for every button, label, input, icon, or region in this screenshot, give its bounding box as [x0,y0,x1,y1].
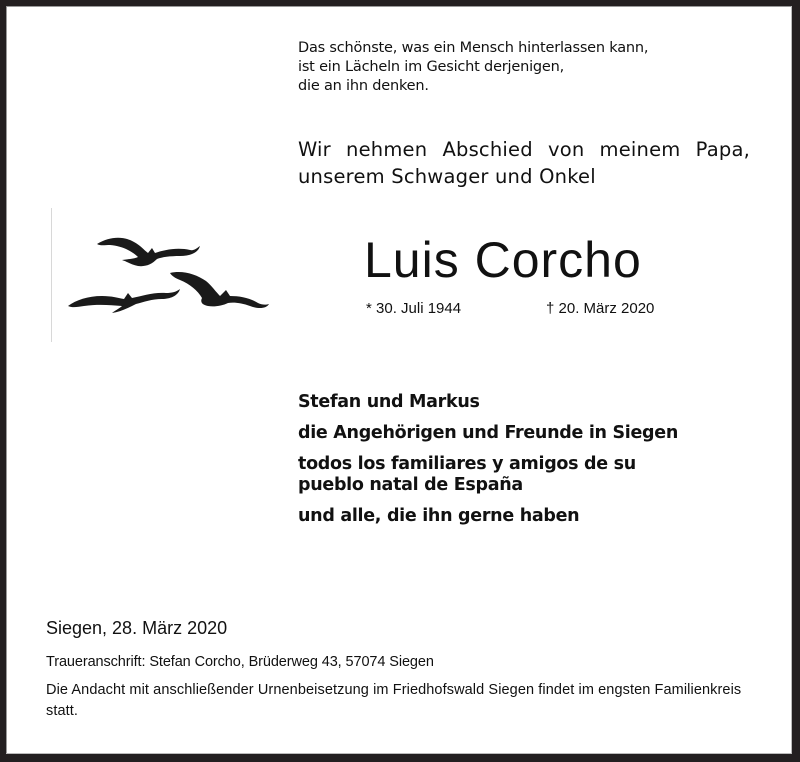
margin-rule [51,208,52,342]
death-date: † 20. März 2020 [546,300,655,317]
mourner-line: Stefan und Markus [298,392,480,412]
memorial-quote [298,39,648,96]
mourner-line: die Angehörigen und Freunde in Siegen [298,423,678,443]
quote-line: die an ihn denken. [298,78,429,94]
place-and-date: Siegen, 28. März 2020 [46,618,228,638]
deceased-name: Luis Corcho [364,232,642,288]
mourner-line: und alle, die ihn gerne haben [298,506,580,526]
flying-birds-icon [62,226,272,316]
intro-word: Abschied [442,138,533,161]
mourner-line: todos los familiares y amigos de su [298,454,636,474]
mourner-group [298,392,678,413]
intro-line-1 [298,136,750,163]
intro-word: Papa, [695,138,750,161]
birth-date: * 30. Juli 1944 [366,300,462,317]
ceremony-note: Die Andacht mit anschließender Urnenbeisetzung im Friedhofswald Siegen findet im engsten Familienkreis statt. [46,682,742,719]
mourner-group [298,454,678,496]
intro-line-2: unserem Schwager und Onkel [298,165,596,188]
quote-line: Das schönste, was ein Mensch hinterlassen kann, [298,40,649,56]
mourner-group [298,506,678,527]
mourning-address: Traueranschrift: Stefan Corcho, Brüderweg 43, 57074 Siegen [46,654,434,670]
intro-word: Wir [298,138,331,161]
quote-line: ist ein Lächeln im Gesicht derjenigen, [298,59,565,75]
mourners-list [298,392,678,537]
obituary-notice [6,6,792,754]
intro-word: meinem [599,138,681,161]
mourner-line: pueblo natal de España [298,475,523,495]
farewell-intro [298,136,750,190]
mourner-group [298,423,678,444]
intro-word: nehmen [346,138,428,161]
intro-word: von [547,138,585,161]
